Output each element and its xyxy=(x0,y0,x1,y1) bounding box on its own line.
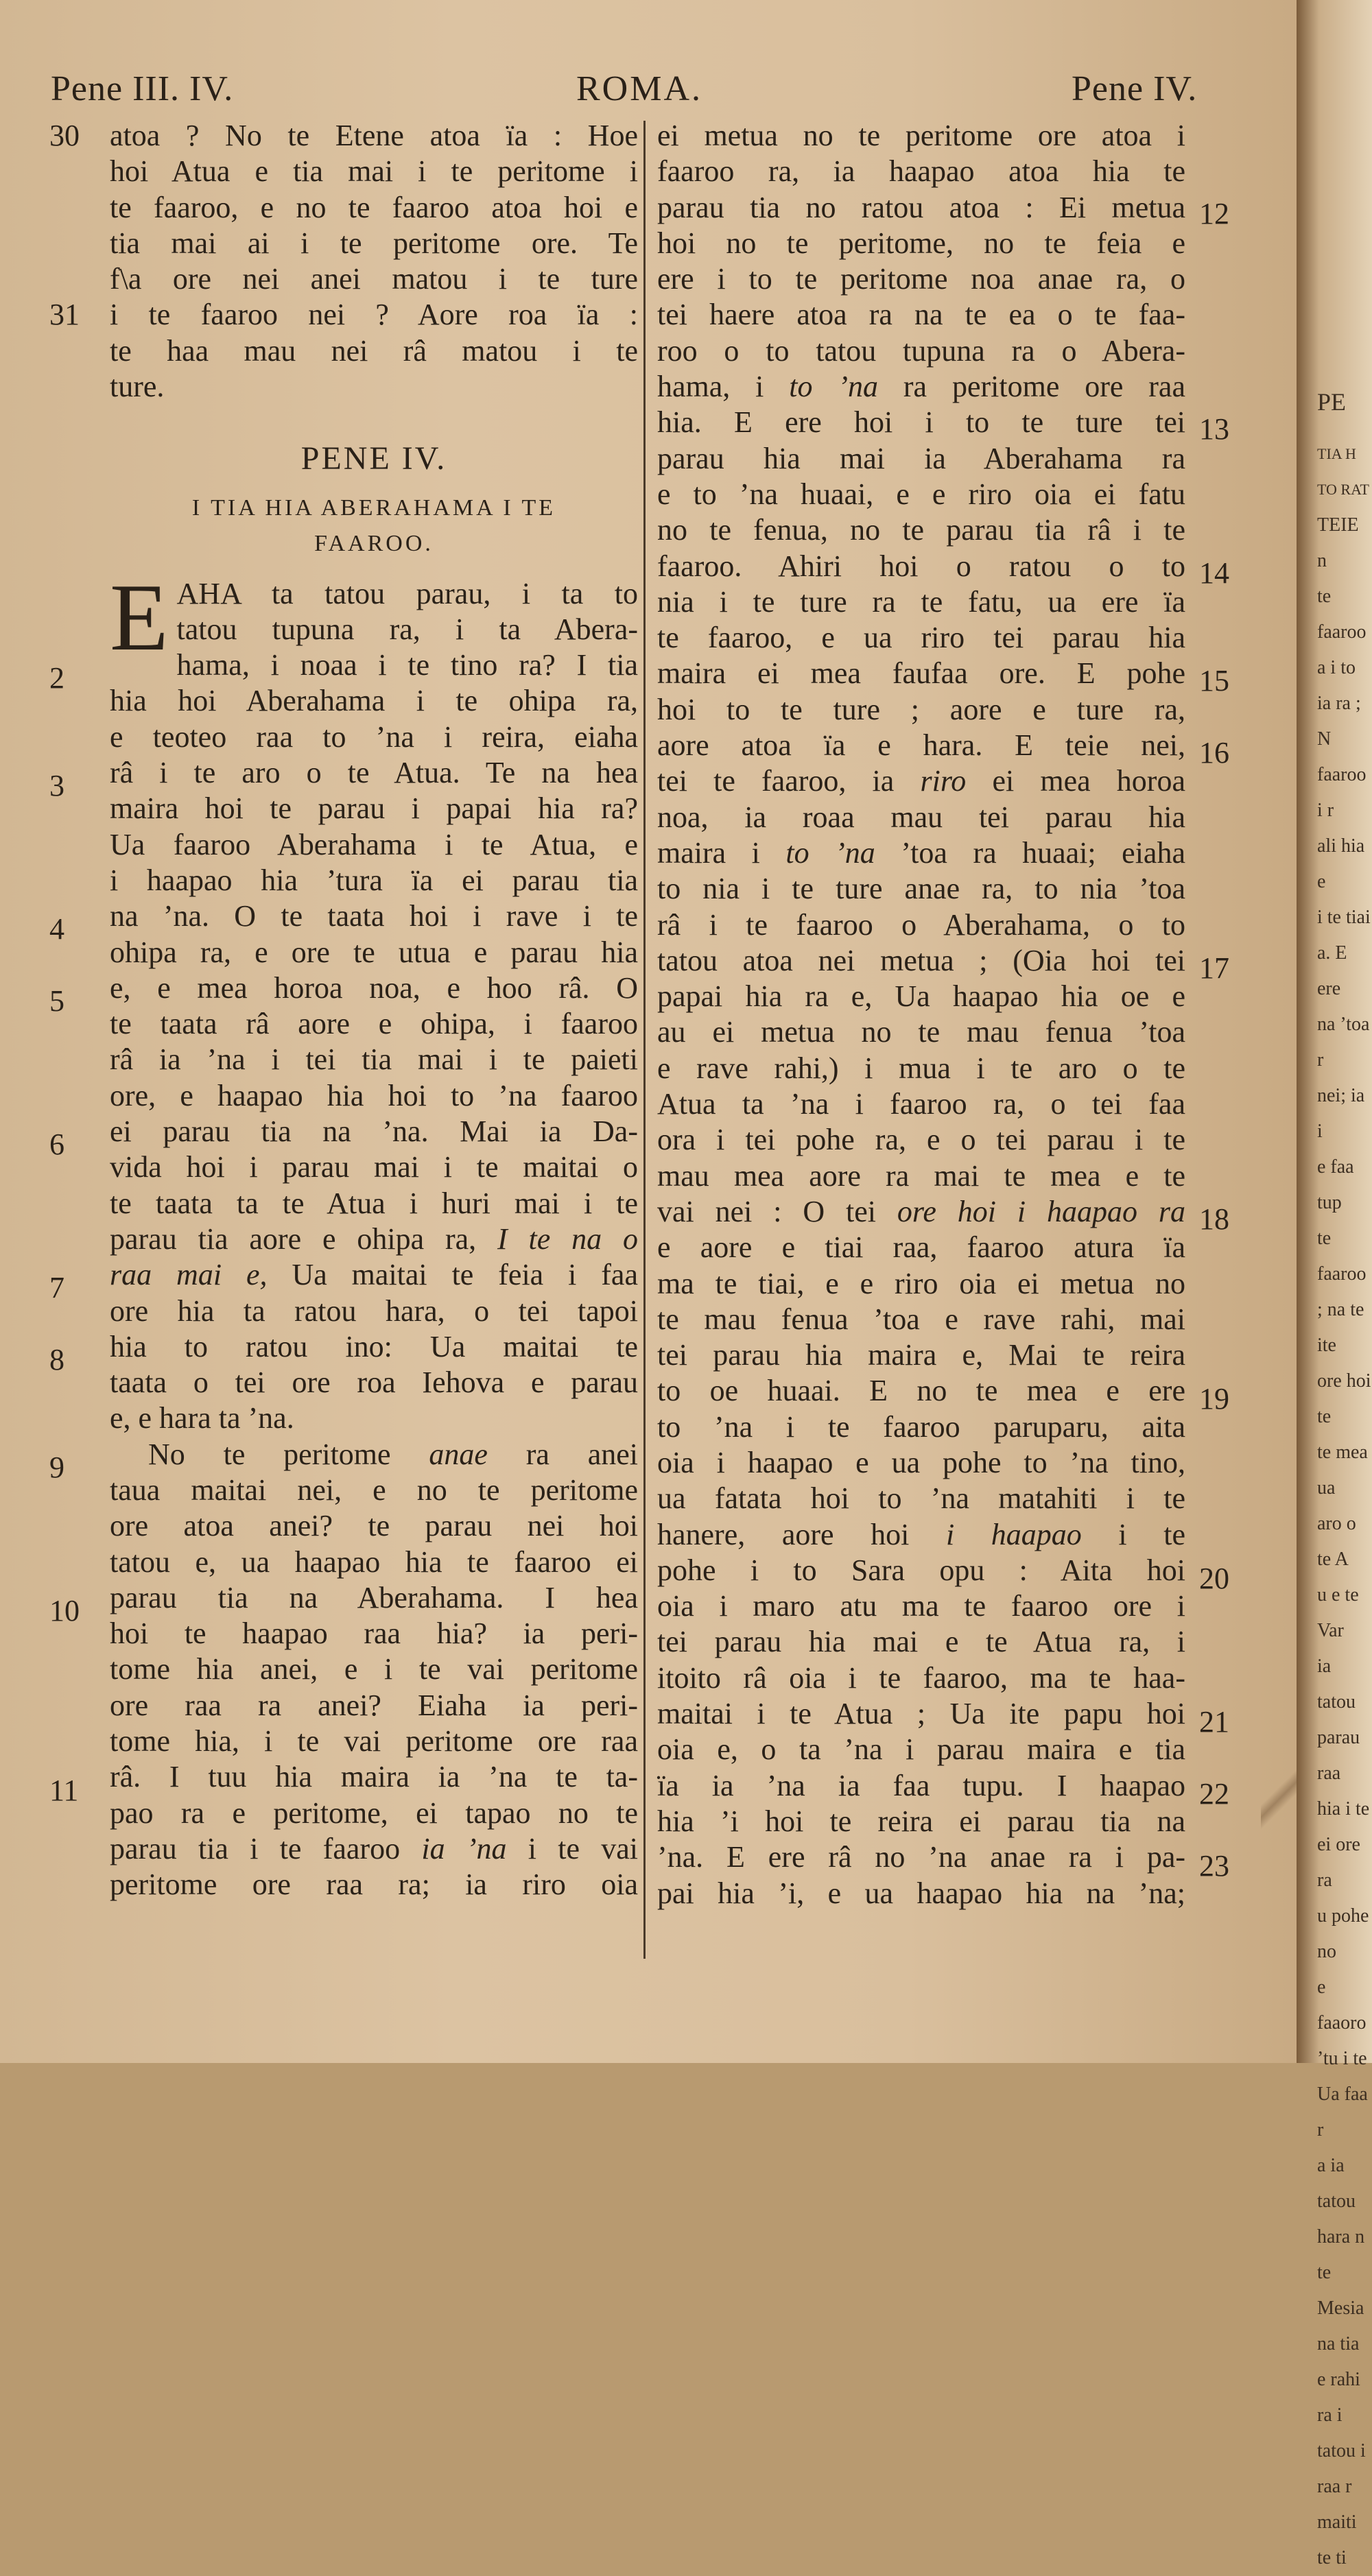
next-page-fragment: te faaroo xyxy=(1317,586,1367,643)
verse-number: 9 xyxy=(49,1451,64,1484)
verse-number: 21 xyxy=(1199,1705,1229,1739)
next-page-fragment: na tia xyxy=(1317,2333,1360,2354)
text-line: peritome ore raa ra; ia riro oia xyxy=(110,1868,638,1902)
text-line: tei haere atoa ra na te ea o te faa- xyxy=(657,298,1185,332)
next-page-fragment: te ti xyxy=(1317,2547,1347,2568)
next-page-fragment: tatou i xyxy=(1317,2440,1366,2461)
text-line: tatou e, ua haapao hia te faaroo ei xyxy=(110,1545,638,1579)
text-line: ore atoa anei? te parau nei hoi xyxy=(110,1509,638,1543)
text-line: maira i to ’na ’toa ra huaai; eiaha xyxy=(657,835,1185,870)
drop-cap: E xyxy=(110,564,169,671)
text-line: e to ’na huaai, e e riro oia ei fatu xyxy=(657,477,1185,511)
next-page-edge xyxy=(1297,0,1372,2568)
text-line: to nia i te ture anae ra, to nia ’toa xyxy=(657,872,1185,906)
text-line: parau tia na Aberahama. I hea xyxy=(110,1580,638,1614)
next-page-fragment: ; na te ite xyxy=(1317,1299,1364,1356)
verse-number: 18 xyxy=(1199,1202,1229,1236)
text-line: pohe i to Sara opu : Aita hoi xyxy=(657,1553,1185,1587)
verse-number: 23 xyxy=(1199,1849,1229,1883)
next-page-fragment: parau raa xyxy=(1317,1727,1360,1784)
text-line: no te fenua, no te parau tia râ i te xyxy=(657,513,1185,547)
text-line: tatou atoa nei metua ; (Oia hoi tei xyxy=(657,943,1185,977)
text-line: f\a ore nei anei matou i te ture xyxy=(110,262,638,296)
text-line: tome hia, i te vai peritome ore raa xyxy=(110,1724,638,1758)
column-divider xyxy=(643,121,646,1959)
text-line: ’na. E ere râ no ’na anae ra i pa- xyxy=(657,1840,1185,1874)
verse-number: 6 xyxy=(49,1128,64,1161)
next-page-fragment: hara n xyxy=(1317,2226,1365,2247)
text-line: te taata ta te Atua i huri mai i te xyxy=(110,1186,638,1220)
text-line: ei parau tia na ’na. Mai ia Da- xyxy=(110,1114,638,1149)
next-page-fragment: faaroo i r xyxy=(1317,764,1367,821)
verse-number: 31 xyxy=(49,298,80,331)
text-line: hia ’i hoi te reira ei parau tia na xyxy=(657,1804,1185,1838)
text-line: hanere, aore hoi i haapao i te xyxy=(657,1517,1185,1551)
text-line: noa, ia roaa mau tei parau hia xyxy=(657,800,1185,834)
next-page-fragment: TO RAT xyxy=(1317,481,1369,498)
next-page-fragment: aro o te A xyxy=(1317,1513,1356,1570)
text-line: ore raa ra anei? Eiaha ia peri- xyxy=(110,1688,638,1722)
text-line: maira hoi te parau i papai hia ra? xyxy=(110,791,638,826)
text-line: ma te tiai, e e riro oia ei metua no xyxy=(657,1266,1185,1300)
verse-number: 15 xyxy=(1199,664,1229,697)
next-page-fragment: e faaoro xyxy=(1317,1977,1367,2034)
text-line: mau mea aore ra mai te mea e te xyxy=(657,1158,1185,1193)
verse-number: 20 xyxy=(1199,1562,1229,1595)
right-column xyxy=(657,118,1185,1911)
text-line: ïa ia ’na ia faa tupu. I haapao xyxy=(657,1768,1185,1802)
text-line: tia mai ai i te peritome ore. Te xyxy=(110,226,638,260)
text-line: papai hia ra e, Ua haapao hia oe e xyxy=(657,979,1185,1014)
verse-number: 19 xyxy=(1199,1382,1229,1416)
text-line: te taata râ aore e ohipa, i faaroo xyxy=(110,1007,638,1041)
text-line: e, e mea horoa noa, e hoo râ. O xyxy=(110,970,638,1005)
text-line: maira ei mea faufaa ore. E pohe xyxy=(657,656,1185,691)
verse-number: 3 xyxy=(49,769,64,802)
header-left-chapter-range: Pene III. IV. xyxy=(51,69,234,108)
text-line: oia i haapao e ua pohe to ’na tino, xyxy=(657,1445,1185,1479)
text-line: te haa mau nei râ matou i te xyxy=(110,333,638,368)
chapter-title: PENE IV. xyxy=(300,440,447,477)
text-line: AHA ta tatou parau, i ta to xyxy=(176,576,638,610)
text-line: râ. I tuu hia maira ia ’na te ta- xyxy=(110,1760,638,1794)
text-line: itoito râ oia i te faaroo, ma te haa- xyxy=(657,1660,1185,1695)
verse-number: 4 xyxy=(49,912,64,946)
text-line: hia. E ere hoi i to te ture tei xyxy=(657,405,1185,440)
next-page-fragment: maiti xyxy=(1317,2512,1357,2533)
text-line: ua fatata hoi to ’na matahiti i te xyxy=(657,1481,1185,1516)
text-line: parau tia i te faaroo ia ’na i te vai xyxy=(110,1831,638,1865)
next-page-fragment: u e te Var xyxy=(1317,1584,1359,1641)
text-line: parau hia mai ia Aberahama ra xyxy=(657,441,1185,475)
verse-number: 8 xyxy=(49,1343,64,1376)
text-line: râ ia ’na i tei tia mai i te paieti xyxy=(110,1042,638,1077)
next-page-fragment: TEIE n xyxy=(1317,514,1359,571)
text-line: te mau fenua ’toa e rave rahi, mai xyxy=(657,1302,1185,1336)
text-line: hia to ratou ino: Ua maitai te xyxy=(110,1329,638,1363)
next-page-fragment: u pohe no xyxy=(1317,1905,1369,1962)
text-line: hia hoi Aberahama i te ohipa ra, xyxy=(110,684,638,718)
text-line: faaroo ra, ia haapao atoa hia te xyxy=(657,154,1185,189)
verse-number: 14 xyxy=(1199,556,1229,590)
next-page-fragment: ia ra ; N xyxy=(1317,693,1361,750)
text-line: Atua ta ’na i faaroo ra, o tei faa xyxy=(657,1087,1185,1121)
text-line: raa mai e, Ua maitai te feia i faa xyxy=(110,1258,638,1292)
text-line: vai nei : O tei ore hoi i haapao ra xyxy=(657,1194,1185,1228)
next-page-fragment: TIA H xyxy=(1317,445,1356,462)
verse-number: 17 xyxy=(1199,951,1229,985)
verse-number: 7 xyxy=(49,1271,64,1304)
verse-number: 30 xyxy=(49,119,80,152)
text-line: au ei metua no te mau fenua ’toa xyxy=(657,1015,1185,1049)
text-line: vida hoi i parau mai i te maitai o xyxy=(110,1150,638,1184)
next-page-fragment-list xyxy=(1317,384,1372,2576)
text-line: hama, i to ’na ra peritome ore raa xyxy=(657,370,1185,404)
chapter-subheading-cont: FAAROO. xyxy=(314,531,434,557)
text-line: ore, e haapao hia hoi to ’na faaroo xyxy=(110,1078,638,1112)
verse-number: 22 xyxy=(1199,1777,1229,1811)
text-line: ohipa ra, e ore te utua e parau hia xyxy=(110,935,638,969)
verse-number: 12 xyxy=(1199,197,1229,230)
text-line: taua maitai nei, e no te peritome xyxy=(110,1472,638,1507)
text-line: râ i te aro o te Atua. Te na hea xyxy=(110,756,638,790)
verse-number: 2 xyxy=(49,661,64,695)
text-line: tei parau hia mai e te Atua ra, i xyxy=(657,1625,1185,1659)
next-page-fragment: e faa tup xyxy=(1317,1156,1354,1213)
text-line: na ’na. O te taata hoi i rave i te xyxy=(110,899,638,933)
text-line: e teoteo raa to ’na i reira, eiaha xyxy=(110,719,638,754)
running-header xyxy=(0,69,1297,117)
text-line: taata o tei ore roa Iehova e parau xyxy=(110,1365,638,1400)
text-line: tei parau hia maira e, Mai te reira xyxy=(657,1338,1185,1372)
next-page-fragment: PE xyxy=(1317,388,1347,416)
next-page-fragment: a i to xyxy=(1317,657,1356,678)
text-line: hoi no te peritome, no te feia e xyxy=(657,226,1185,260)
text-line: râ i te faaroo o Aberahama, o to xyxy=(657,907,1185,942)
text-line: oia i maro atu ma te faaroo ore i xyxy=(657,1589,1185,1623)
next-page-fragment: na ’toa r xyxy=(1317,1014,1370,1071)
next-page-fragment: ore hoi te xyxy=(1317,1370,1371,1427)
text-line: tatou tupuna ra, i ta Abera- xyxy=(176,612,638,646)
verse-number: 13 xyxy=(1199,412,1229,446)
text-line: te faaroo, e ua riro tei parau hia xyxy=(657,621,1185,655)
text-line: tei te faaroo, ia riro ei mea horoa xyxy=(657,764,1185,798)
next-page-fragment: hia i te xyxy=(1317,1798,1370,1820)
text-line: e, e hara ta ’na. xyxy=(110,1401,294,1435)
next-page-fragment: raa r xyxy=(1317,2476,1352,2497)
text-line: ture. xyxy=(110,370,165,404)
next-page-fragment: te faaroo xyxy=(1317,1228,1367,1285)
text-line: e aore e tiai raa, faaroo atura ïa xyxy=(657,1230,1185,1265)
next-page-fragment: te mea ua xyxy=(1317,1442,1368,1499)
verse-number: 16 xyxy=(1199,736,1229,770)
next-page-fragment: a. E ere xyxy=(1317,942,1347,999)
text-line: i haapao hia ’tura ïa ei parau tia xyxy=(110,863,638,897)
text-line: nia i te ture ra te fatu, ua ere ïa xyxy=(657,584,1185,619)
text-line: ei metua no te peritome ore atoa i xyxy=(657,119,1185,152)
header-book-title: ROMA. xyxy=(576,69,703,108)
next-page-fragment: ra i xyxy=(1317,2405,1343,2426)
text-line: hoi te haapao raa hia? ia peri- xyxy=(110,1617,638,1651)
verse-number: 5 xyxy=(49,984,64,1018)
next-page-fragment: e rahi xyxy=(1317,2369,1360,2390)
text-line: tome hia anei, e i te vai peritome xyxy=(110,1652,638,1686)
text-line: faaroo. Ahiri hoi o ratou o to xyxy=(657,549,1185,583)
next-page-fragment: Ua faa r xyxy=(1317,2084,1368,2140)
verse-number: 11 xyxy=(49,1774,79,1807)
left-column xyxy=(110,118,638,1903)
paper-crease xyxy=(1261,1756,1302,1838)
next-page-fragment: i te tiai xyxy=(1317,907,1371,928)
text-line: i te faaroo nei ? Aore roa ïa : xyxy=(110,298,638,332)
text-line: hoi to te ture ; aore e ture ra, xyxy=(657,692,1185,726)
text-line: parau tia no ratou atoa : Ei metua xyxy=(657,190,1185,224)
verse-number: 10 xyxy=(49,1594,80,1627)
next-page-fragment: ei ore ra xyxy=(1317,1834,1360,1891)
next-page-fragment: ’tu i te xyxy=(1317,2048,1367,2069)
text-line: No te peritome anae ra anei xyxy=(148,1437,639,1471)
header-right-chapter: Pene IV. xyxy=(1072,69,1198,108)
text-line: te faaroo, e no te faaroo atoa hoi e xyxy=(110,190,638,224)
next-page-fragment: ia tatou xyxy=(1317,1656,1356,1713)
text-line: oia e, o ta ’na i parau maira e tia xyxy=(657,1732,1185,1767)
next-page-fragment: ali hia e xyxy=(1317,835,1365,892)
text-line: to ’na i te faaroo paruparu, aita xyxy=(657,1409,1185,1444)
text-line: pao ra e peritome, ei tapao no te xyxy=(110,1796,638,1830)
text-line: maitai i te Atua ; Ua ite papu hoi xyxy=(657,1697,1185,1731)
text-line: ere i to te peritome noa anae ra, o xyxy=(657,262,1185,296)
text-line: e rave rahi,) i mua i te aro o te xyxy=(657,1051,1185,1085)
text-line: hoi Atua e tia mai i te peritome i xyxy=(110,154,638,189)
text-line: pai hia ’i, e ua haapao hia na ’na; xyxy=(657,1876,1185,1910)
next-page-fragment: nei; ia i xyxy=(1317,1085,1365,1142)
text-line: atoa ? No te Etene atoa ïa : Hoe xyxy=(110,119,638,152)
text-line: ore hia ta ratou hara, o tei tapoi xyxy=(110,1293,638,1328)
text-line: to oe huaai. E no te mea e ere xyxy=(657,1374,1185,1408)
text-line: ora i tei pohe ra, e o tei parau i te xyxy=(657,1123,1185,1157)
next-page-fragment: a ia tatou xyxy=(1317,2155,1356,2212)
chapter-subheading: I TIA HIA ABERAHAMA I TE xyxy=(191,494,556,521)
next-page-fragment: te Mesia xyxy=(1317,2262,1364,2319)
text-line: aore atoa ïa e hara. E teie nei, xyxy=(657,728,1185,763)
text-line: hama, i noaa i te tino ra? I tia xyxy=(176,648,638,682)
text-line: roo o to tatou tupuna ra o Abera- xyxy=(657,333,1185,368)
text-line: parau tia aore e ohipa ra, I te na o xyxy=(110,1221,638,1256)
text-line: Ua faaroo Aberahama i te Atua, e xyxy=(110,827,638,861)
